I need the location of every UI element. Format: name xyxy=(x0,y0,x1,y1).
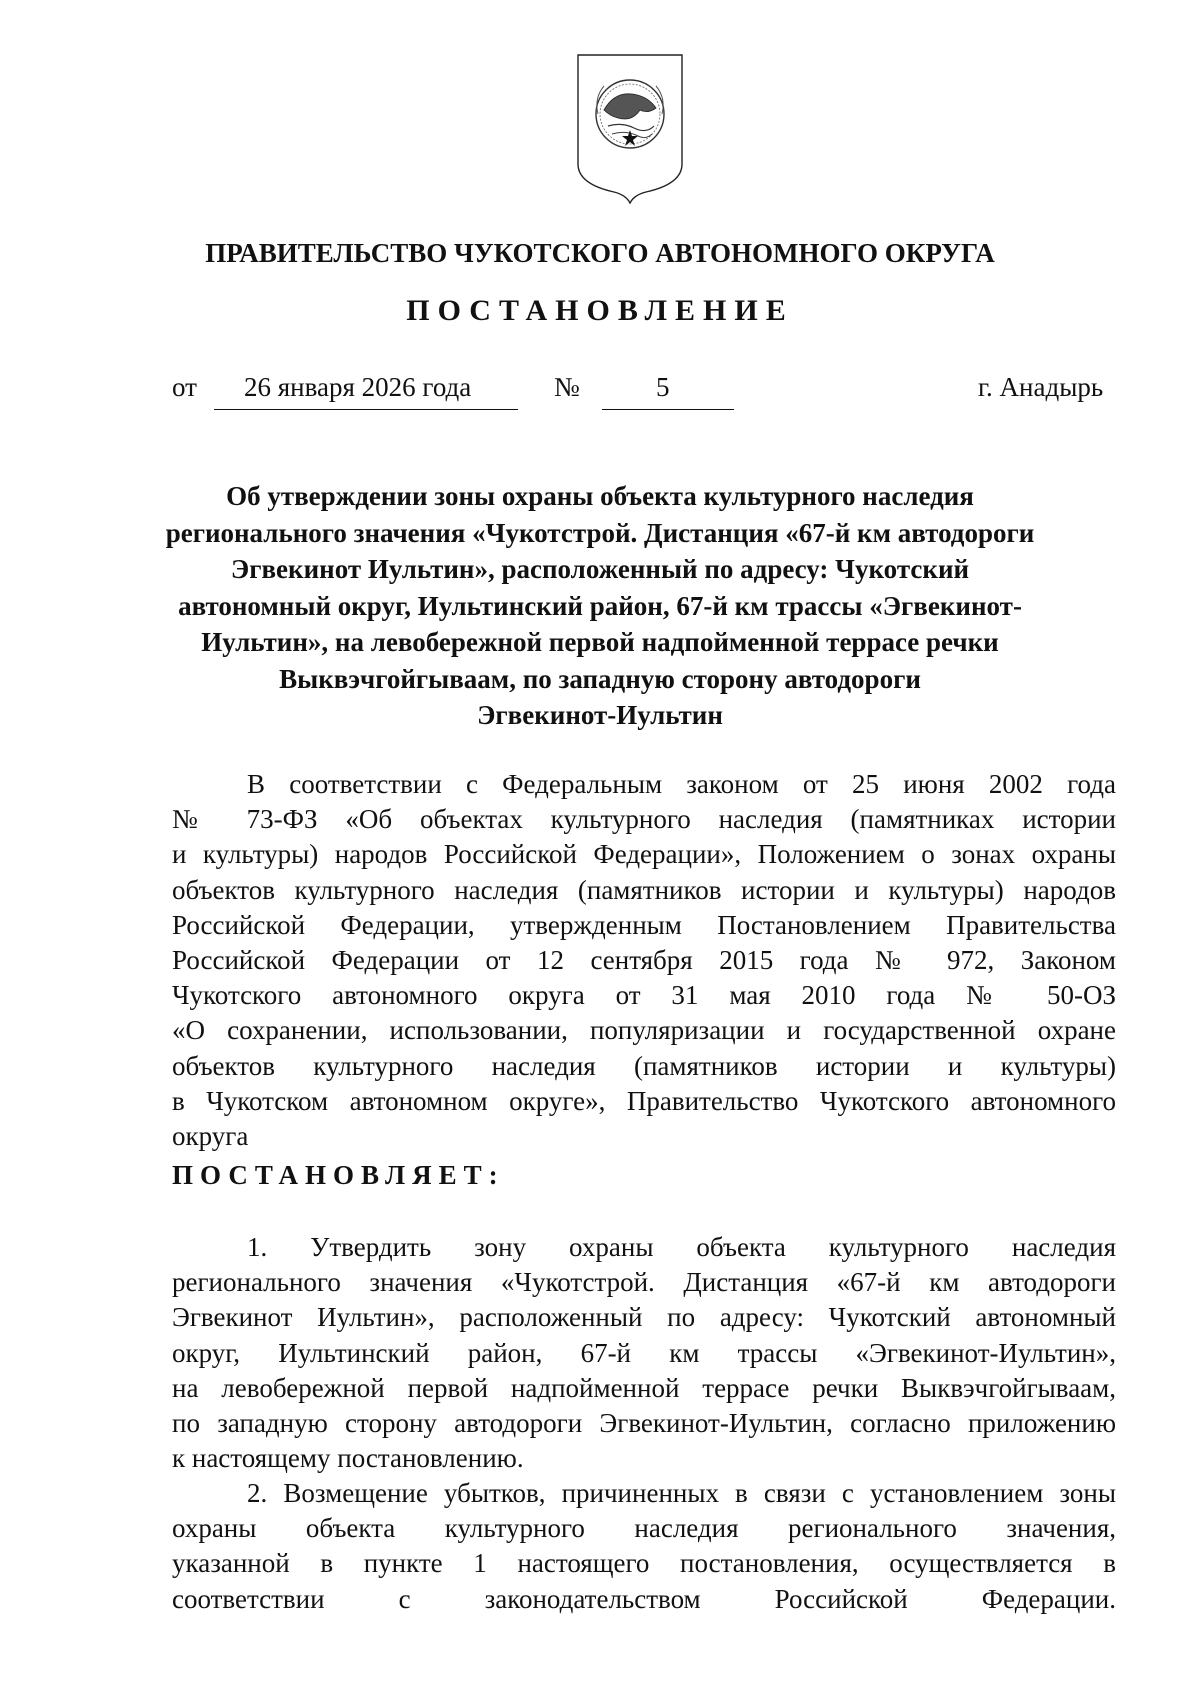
preamble-line: № 73-ФЗ «Об объектах культурного наследия (памятниках истории xyxy=(172,804,1116,835)
preamble-line: объектов культурного наследия (памятников истории и культуры) народов xyxy=(172,874,1116,905)
preamble-line: объектов культурного наследия (памятников истории и культуры) xyxy=(172,1050,1116,1081)
clause-2-line: соответствии с законодательством Российской Федерации. xyxy=(172,1583,1116,1614)
subject-line: автономный округ, Иультинский район, 67-й км трассы «Эгвекинот- xyxy=(178,590,1022,621)
document-date: 26 января 2026 года xyxy=(244,372,472,402)
document-place: г. Анадырь xyxy=(978,372,1104,402)
preamble-line: Российской Федерации от 12 сентября 2015 года № 972, Законом xyxy=(172,944,1116,975)
document-subject xyxy=(150,478,1050,734)
organization-title: ПРАВИТЕЛЬСТВО ЧУКОТСКОГО АВТОНОМНОГО ОКРУГА xyxy=(205,238,995,268)
clause-1-line: регионального значения «Чукотстрой. Дистанция «67-й км автодороги xyxy=(172,1267,1116,1298)
subject-line: Эгвекинот Иультин», расположенный по адресу: Чукотский xyxy=(230,554,970,584)
document-type-title: ПОСТАНОВЛЕНИЕ xyxy=(406,294,794,327)
preamble-line: Чукотского автономного округа от 31 мая 2010 года № 50-ОЗ xyxy=(172,980,1116,1011)
clause-2-line: указанной в пункте 1 настоящего постановления, осуществляется в xyxy=(172,1548,1116,1579)
subject-line: Эгвекинот-Иультин xyxy=(477,700,723,730)
preamble-line: и культуры) народов Российской Федерации», Положением о зонах охраны xyxy=(172,839,1116,870)
document-number: 5 xyxy=(656,372,670,402)
clause-2 xyxy=(172,1476,1116,1617)
clause-1-line: к настоящему постановлению. xyxy=(172,1443,524,1474)
subject-line: Иультин», на левобережной первой надпойменной террасе речки xyxy=(201,627,999,657)
clause-1-line: 1. Утвердить зону охраны объекта культурного наследия xyxy=(247,1232,1116,1262)
subject-line: регионального значения «Чукотстрой. Дистанция «67-й км автодороги xyxy=(165,517,1035,548)
decree-heading: ПОСТАНОВЛЯЕТ: xyxy=(172,1160,505,1190)
preamble-line: в Чукотском автономном округе», Правительство Чукотского автономного xyxy=(172,1085,1116,1116)
preamble-line: Российской Федерации, утвержденным Постановлением Правительства xyxy=(172,909,1116,940)
clause-1 xyxy=(172,1230,1116,1476)
clause-2-line: 2. Возмещение убытков, причиненных в связи с установлением зоны xyxy=(247,1478,1116,1508)
preamble-line: «О сохранении, использовании, популяризации и государственной охране xyxy=(172,1015,1116,1046)
preamble-paragraph xyxy=(172,767,1116,1154)
number-sign: № xyxy=(554,372,580,402)
number-underline xyxy=(602,409,734,410)
clause-2-line: охраны объекта культурного наследия регионального значения, xyxy=(172,1513,1116,1544)
date-prefix: от xyxy=(172,372,197,402)
subject-line: Об утверждении зоны охраны объекта культурного наследия xyxy=(226,481,974,511)
date-number-line xyxy=(172,372,1112,412)
clause-1-line: округ, Иультинский район, 67-й км трассы «Эгвекинот-Иультин», xyxy=(172,1337,1116,1368)
preamble-line: В соответствии с Федеральным законом от 25 июня 2002 года xyxy=(247,769,1116,799)
coat-of-arms-emblem xyxy=(574,52,686,204)
clause-1-line: по западную сторону автодороги Эгвекинот-Иультин, согласно приложению xyxy=(172,1407,1116,1438)
date-underline xyxy=(214,409,518,410)
preamble-line: округа xyxy=(172,1120,249,1151)
clause-1-line: на левобережной первой надпойменной террасе речки Выквэчгойгываам, xyxy=(172,1372,1116,1403)
subject-line: Выквэчгойгываам, по западную сторону автодороги xyxy=(279,663,921,694)
clause-1-line: Эгвекинот Иультин», расположенный по адресу: Чукотский автономный xyxy=(172,1302,1116,1333)
